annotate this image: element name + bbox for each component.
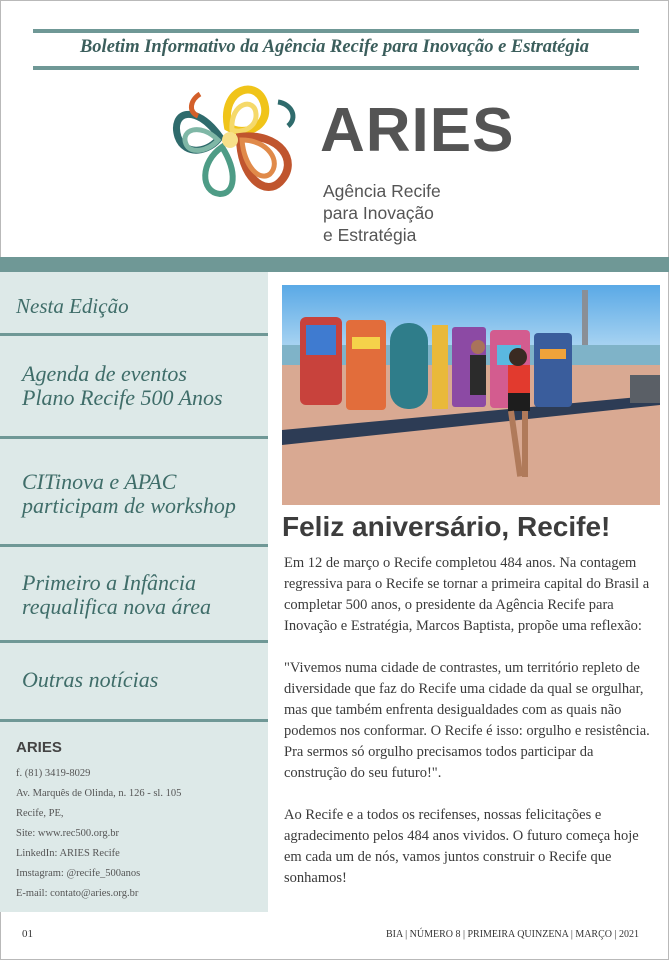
aries-wordmark: ARIES [320,96,515,165]
article-paragraph: Ao Recife e a todos os recifenses, nossas felicitações e agradecimento pelos 484 anos vividos. O futuro começa hoje em cada um de nós, vamos juntos construir o Recife que sonhamos! [284,807,639,886]
sidebar-divider [0,436,268,439]
sidebar-item-label: Outras notícias [22,667,159,692]
sidebar-item-label: Agenda de eventos [22,361,187,386]
contact-address: Av. Marquês de Olinda, n. 126 - sl. 105 [16,788,182,799]
contact-email-link[interactable]: E-mail: contato@aries.org.br [16,888,139,899]
sidebar-item-citinova[interactable] [22,470,290,518]
contact-linkedin-link[interactable]: LinkedIn: ARIES Recife [16,848,120,859]
article-body [284,553,659,910]
aries-subtitle-line: e Estratégia [323,225,417,245]
recife-sign-photo [282,285,660,505]
sidebar-divider [0,719,268,722]
contact-phone: f. (81) 3419-8029 [16,768,91,779]
article-quote: "Vivemos numa cidade de contrastes, um território repleto de diversidade que faz do Recife uma cidade da qual se orgulhar, mas que também enfrenta desigualdades com as quais não podemos nos conformar. O Recife é isso: orgulho e resistência. Pra sermos só orgulho precisamos todos participar da construção do seu futuro!". [284,660,650,781]
aries-subtitle [323,180,441,246]
sidebar-item-label: requalifica nova área [22,594,211,619]
contact-city: Recife, PE, [16,808,64,819]
contact-title: ARIES [16,739,62,756]
header-band [0,257,669,272]
article-paragraph: Em 12 de março o Recife completou 484 anos. Na contagem regressiva para o Recife se tornar a primeira capital do Brasil a completar 500 anos, o presidente da Agência Recife para Inovação e Estratégia, Marcos Baptista, propõe uma reflexão: [284,555,650,634]
sidebar-item-outras-noticias[interactable] [22,668,290,692]
sidebar-item-label: Plano Recife 500 Anos [22,385,223,410]
contact-instagram-link[interactable]: Imstagram: @recife_500anos [16,868,141,879]
sidebar-divider [0,640,268,643]
header-rule-top [33,29,639,33]
header-rule-bottom [33,66,639,70]
contact-block [16,738,181,904]
footer-info: BIA | NÚMERO 8 | PRIMEIRA QUINZENA | MARÇO | 2021 [385,929,639,940]
sidebar-item-label: participam de workshop [22,493,236,518]
aries-logo-icon [160,82,302,204]
aries-subtitle-line: Agência Recife [323,181,441,201]
sidebar-heading: Nesta Edição [16,294,129,318]
contact-site-link[interactable]: Site: www.rec500.org.br [16,828,119,839]
sidebar-divider [0,333,268,336]
sidebar-divider [0,544,268,547]
sidebar [0,272,268,912]
page-number: 01 [22,928,33,940]
bulletin-title: Boletim Informativo da Agência Recife para Inovação e Estratégia [79,37,590,57]
sidebar-item-agenda[interactable] [22,362,290,410]
sidebar-item-label: Primeiro a Infância [22,570,196,595]
sidebar-item-primeiro-infancia[interactable] [22,571,290,619]
aries-subtitle-line: para Inovação [323,203,434,223]
sidebar-item-label: CITinova e APAC [22,469,177,494]
article-headline: Feliz aniversário, Recife! [282,511,611,542]
